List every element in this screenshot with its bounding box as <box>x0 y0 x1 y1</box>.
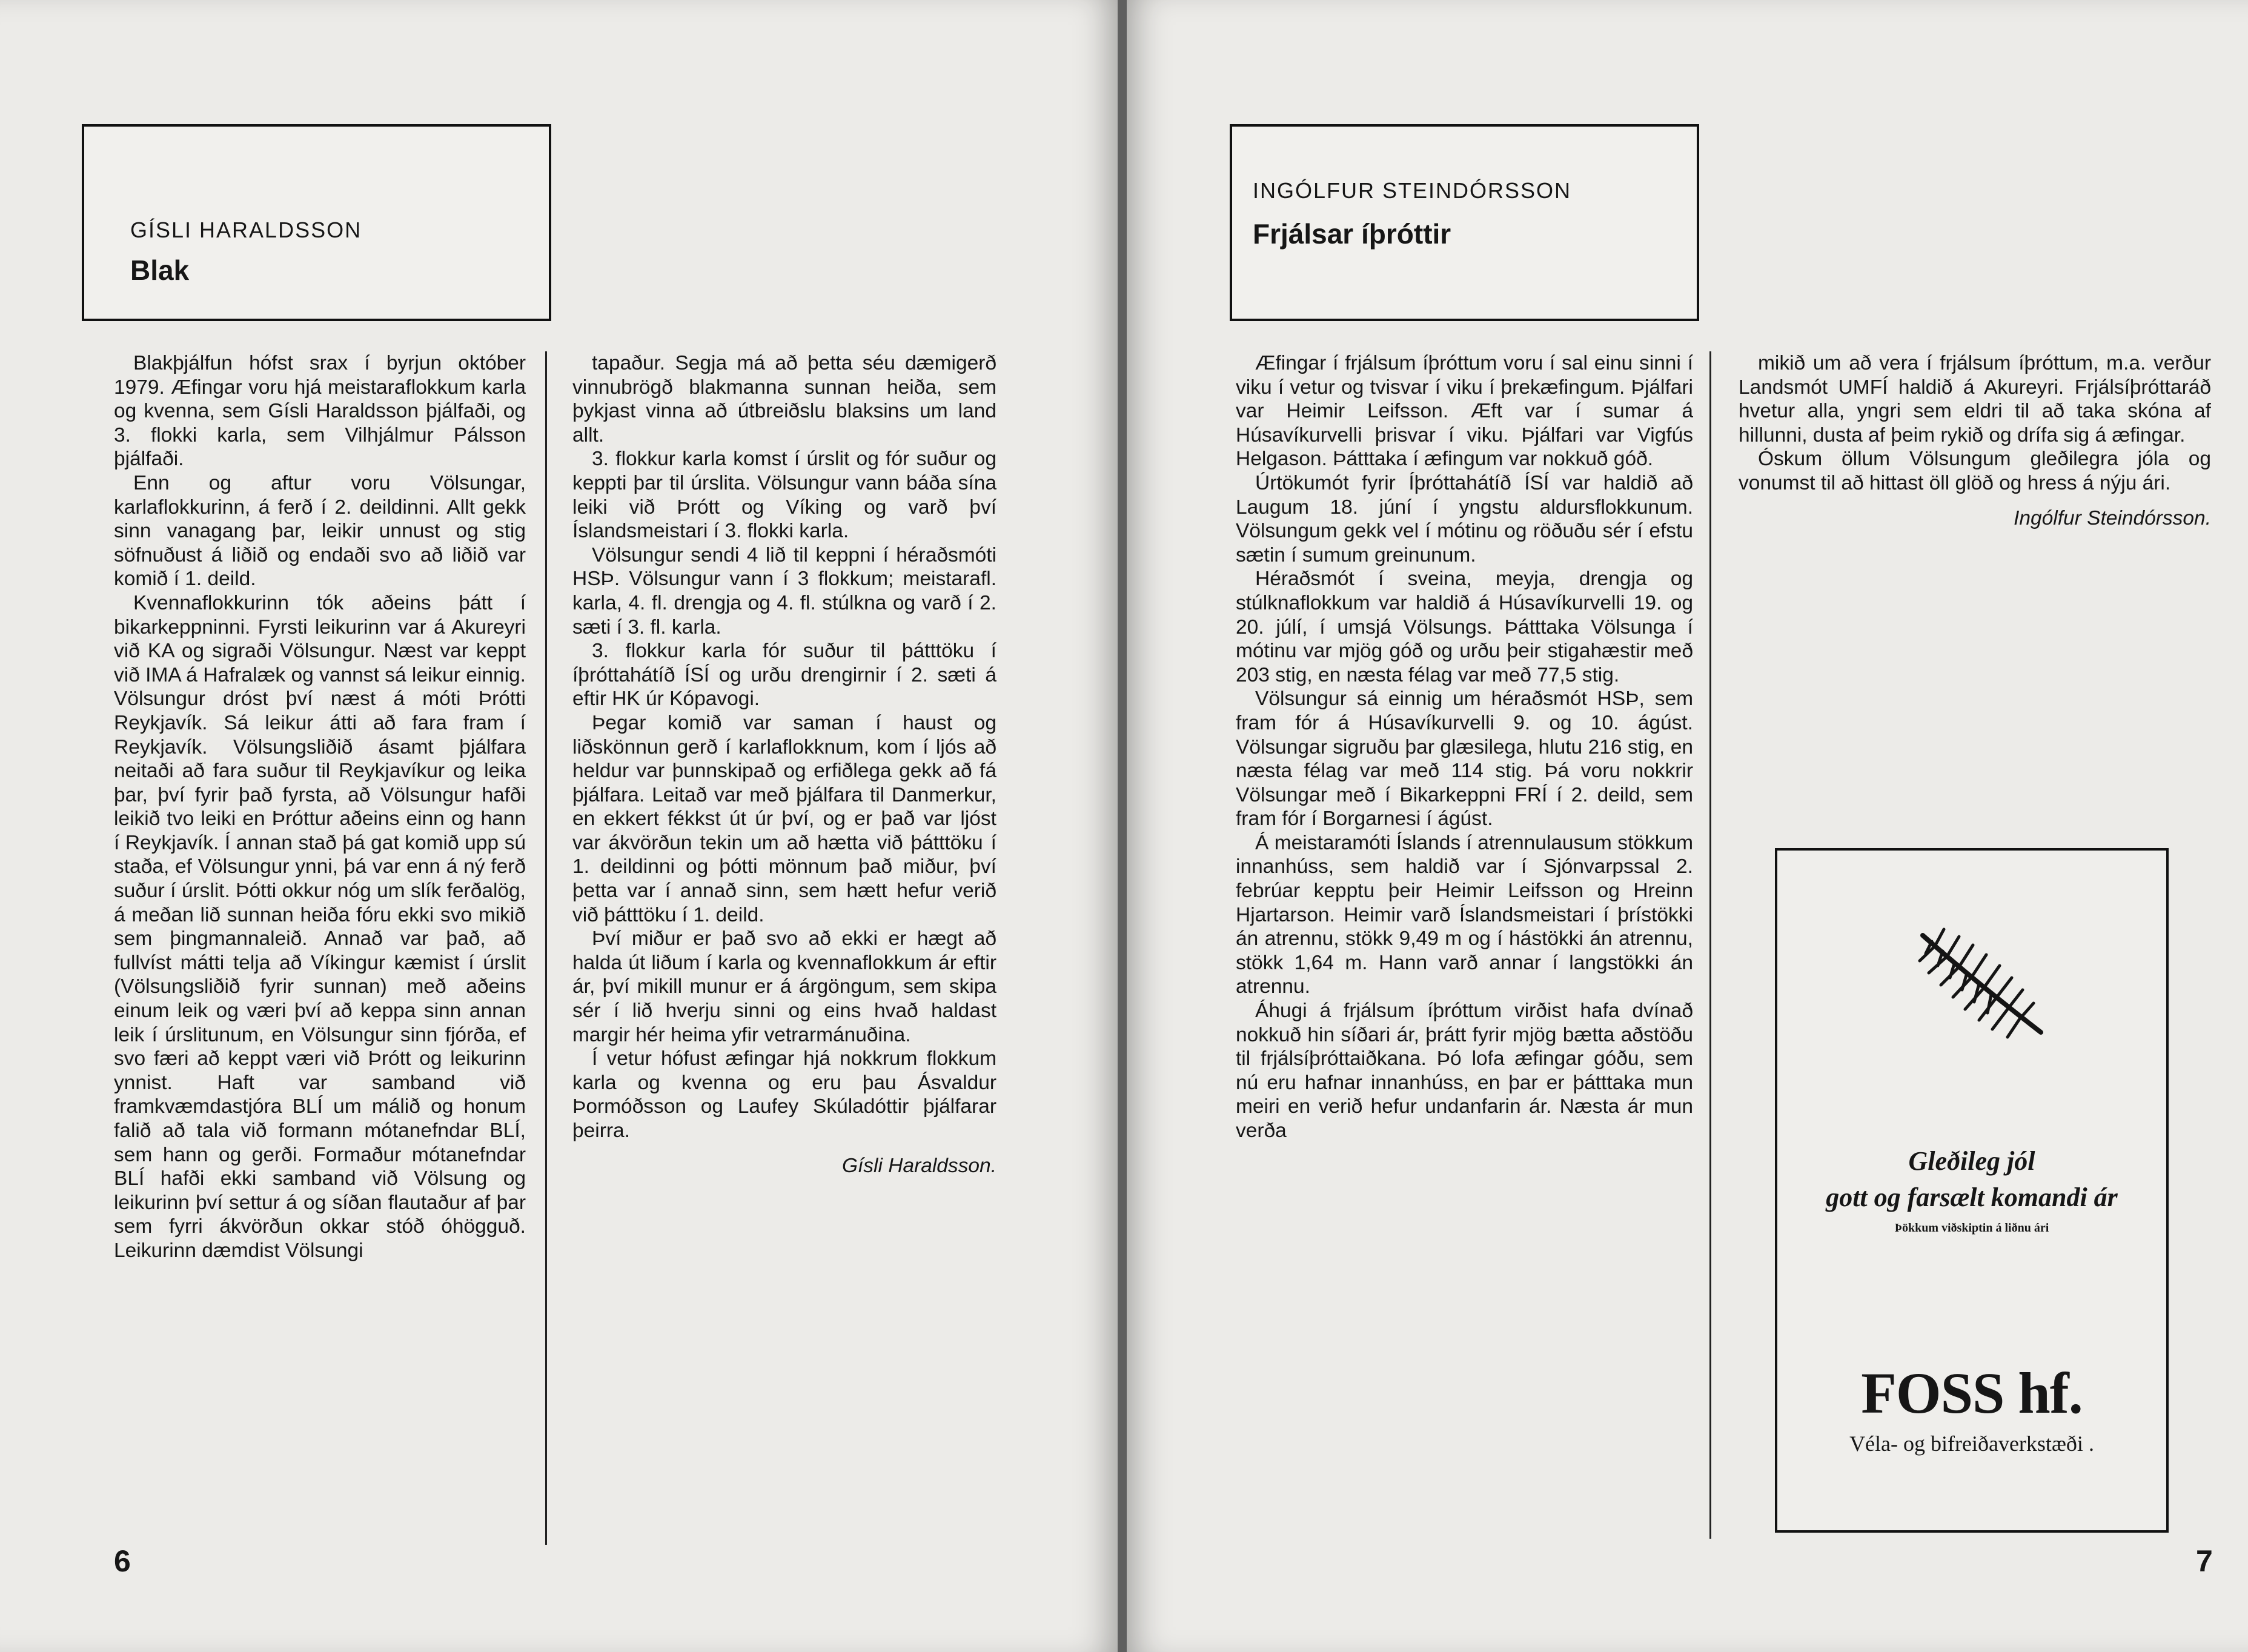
author-name: INGÓLFUR STEINDÓRSSON <box>1253 178 1572 203</box>
pine-branch-icon <box>1908 923 2047 1044</box>
left-page <box>0 0 1118 1652</box>
paragraph: Í vetur hófust æfingar hjá nokkrum flokkum karla og kvenna og eru þau Ásvaldur Þormóðsson og Laufey Skúladóttir þjálfarar þeirra. <box>572 1047 996 1142</box>
paragraph: Óskum öllum Völsungum gleðilegra jóla og vonumst til að hittast öll glöð og hress á nýju ári. <box>1739 448 2211 494</box>
article-column-2 <box>1739 351 2211 530</box>
paragraph: Áhugi á frjálsum íþróttum virðist hafa dvínað nokkuð hin síðari ár, þrátt fyrir mjög bætta aðstöðu til frjálsíþróttaiðkana. Þó lofa æfingar góðu, sem nú eru hafnar innanhúss, en þar er þátttaka mun meiri en verið hefur undanfarin ár. Næsta ár mun verða <box>1236 1000 1693 1142</box>
author-name: GÍSLI HARALDSSON <box>130 217 362 242</box>
ad-greeting-line-2: gott og farsælt komandi ár <box>1826 1183 2118 1212</box>
paragraph: Þegar komið var saman í haust og liðskönnun gerð í karlaflokknum, kom í ljós að heldur var þunnskipað og erfiðlega gekk að fá þjálfara. Leitað var með þjálfara til Danmerkur, en ekkert fékkst út úr því, og er það var ljóst var ákvörðun tekin um að hætta við þátttöku í 1. deildinni og þótti mönnum það miður, því þetta var í annað sinn, sem hætt hefur verið við þátttöku í 1. deild. <box>572 711 996 926</box>
paragraph: Því miður er það svo að ekki er hægt að halda út liðum í karla og kvennaflokkum ár eftir ár, því mikill munur er á árgöngum, sem skipa sér í lið hverju sinni og eins hvað haldast margir hér heima yfir vetrarmánuðina. <box>572 927 996 1046</box>
paragraph: Enn og aftur voru Völsungar, karlaflokkurinn, á ferð í 2. deildinni. Allt gekk sinn vanagang þar, leikir unnust og stig söfnuðust á liðið og endaði svo að liðið var komið í 1. deild. <box>114 471 526 591</box>
right-page <box>1127 0 2248 1652</box>
author-signature: Ingólfur Steindórsson. <box>2014 506 2211 529</box>
article-header-box <box>1230 124 1699 321</box>
paragraph: Völsungur sendi 4 lið til keppni í héraðsmóti HSÞ. Völsungur vann í 3 flokkum; meistarafl. karla, 4. fl. drengja og 4. fl. stúlkna og varð í 2. sæti í 3. fl. karla. <box>572 543 996 639</box>
paragraph: Héraðsmót í sveina, meyja, drengja og stúlknaflokkum var haldið á Húsavíkurvelli 19. og 20. júlí, í umsjá Völsungs. Þátttaka Völsunga í mótinu var mjög góð og urðu þeir stigahæstir með 203 stig, en næsta félag var með 77,5 stig. <box>1236 568 1693 686</box>
article-title: Blak <box>130 254 190 286</box>
ad-greeting-line-1: Gleðileg jól <box>1908 1146 2035 1176</box>
paragraph: tapaður. Segja má að þetta séu dæmigerð vinnubrögð blakmanna sunnan heiða, sem þykjast vinna að útbreiðslu blaksins um land allt. <box>572 352 996 446</box>
paragraph: mikið um að vera í frjálsum íþróttum, m.a. verður Landsmót UMFÍ haldið á Akureyri. Frjálsíþróttaráð hvetur alla, yngri sem eldri til að taka skóna af hillunni, dusta af þeim rykið og drífa sig á æfingar. <box>1739 352 2211 446</box>
author-signature: Gísli Haraldsson. <box>841 1154 996 1177</box>
paragraph: 3. flokkur karla komst í úrslit og fór suður og keppti þar til úrslita. Völsungur vann báða sína leiki við Þrótt og Víking og varð því Íslandsmeistari í 3. flokki karla. <box>572 448 996 543</box>
paragraph: 3. flokkur karla fór suður til þátttöku í íþróttahátíð ÍSÍ og urðu drengirnir í 2. sæti á eftir HK úr Kópavogi. <box>572 640 996 711</box>
paragraph: Blakþjálfun hófst srax í byrjun október 1979. Æfingar voru hjá meistaraflokkum karla og kvenna, sem Gísli Haraldsson þjálfaði, og 3. flokki karla, sem Vilhjálmur Pálsson þjálfaði. <box>114 352 526 471</box>
column-divider <box>545 351 547 1545</box>
paragraph: Á meistaramóti Íslands í atrennulausum stökkum innanhúss, sem haldið var í Sjónvarpssal 2. febrúar kepptu þeir Heimir Leifsson og Hreinn Hjartarson. Heimir varð Íslandsmeistari í þrístökki án atrennu, stökk 9,49 m og í hástökki án atrennu, stökk 1,64 m. Hann varð annar í langstökki án atrennu. <box>1236 831 1693 998</box>
article-header-box <box>82 124 551 321</box>
paragraph: Úrtökumót fyrir Íþróttahátíð ÍSÍ var haldið að Laugum 18. júní í yngstu aldursflokkunum. Völsungum gekk vel í mótinu og röðuðu sér í efstu sætin í sumum greinunum. <box>1236 471 1693 566</box>
ad-thanks: Þökkum viðskiptin á liðnu ári <box>1894 1221 2049 1235</box>
page-number: 6 <box>114 1544 131 1578</box>
column-divider <box>1709 351 1711 1539</box>
article-column-2 <box>572 351 996 1178</box>
paragraph: Völsungur sá einnig um héraðsmót HSÞ, sem fram fór á Húsavíkurvelli 9. og 10. ágúst. Völsungar sigruðu þar glæsilega, hlutu 216 stig, en næsta félag var með 114 stig. Þá voru nokkrir Völsungar með í Bikarkeppni FRÍ í 2. deild, sem fram fór í Borgarnesi í ágúst. <box>1236 688 1693 831</box>
ad-company-name: FOSS hf. <box>1861 1361 2083 1425</box>
paragraph: Kvennaflokkurinn tók aðeins þátt í bikarkeppninni. Fyrsti leikurinn var á Akureyri við KA og sigraði Völsungur. Næst var keppt við IMA á Hafralæk og vannst sá leikur einnig. Völsungur dróst því næst á móti Þrótti Reykjavík. Sá leikur átti að fara fram í Reykjavík. Völsungsliðið ásamt þjálfara neitaði að fara suður til Reykjavíkur og leika þar, því fyrir það fyrsta, að Völsungur hafði leikið tvo leiki en Þróttur aðeins einn og hann í Reykjavík. Í annan stað þá gat komið upp sú staða, ef Völsungur ynni, þá var enn á ný ferð suður í úrslit. Þótti okkur nóg um slík ferðalög, á meðan lið sunnan heiða fóru ekki svo mikið sem þingmannaleið. Annað var það, að fullvíst mátti telja að Víkingur kæmist í úrslit (Völsungsliðið fyrir sunnan) með aðeins einum leik og væri því að keppa sinn annan leik í úrslitunum, en Völsungur sinn fjórða, ef svo færi að keppt væri við Þrótt og leikurinn ynnist. Haft var samband við framkvæmdastjóra BLÍ um málið og honum falið að tala við formann mótanefndar BLÍ, sem hann og gerði. Formaður mótanefndar BLÍ hafði ekki samband við Völsung og leikurinn því settur á og síðan flautaður af þar sem fyrri ákvörðun okkar stóð óhögguð. Leikurinn dæmdist Völsungi <box>114 591 526 1262</box>
article-title: Frjálsar íþróttir <box>1253 218 1451 250</box>
christmas-advertisement <box>1775 848 2169 1533</box>
paragraph: Æfingar í frjálsum íþróttum voru í sal einu sinni í viku í vetur og tvisvar í viku í þrekæfingum. Þjálfari var Heimir Leifsson. Æft var í sumar á Húsavíkurvelli þrisvar í viku. Þjálfari var Vigfús Helgason. Þátttaka í æfingum var nokkuð góð. <box>1236 352 1693 471</box>
article-column-1 <box>114 351 526 1263</box>
page-number: 7 <box>2196 1544 2213 1578</box>
article-column-1 <box>1236 351 1693 1143</box>
ad-tagline: Véla- og bifreiðaverkstæði . <box>1849 1431 2094 1456</box>
